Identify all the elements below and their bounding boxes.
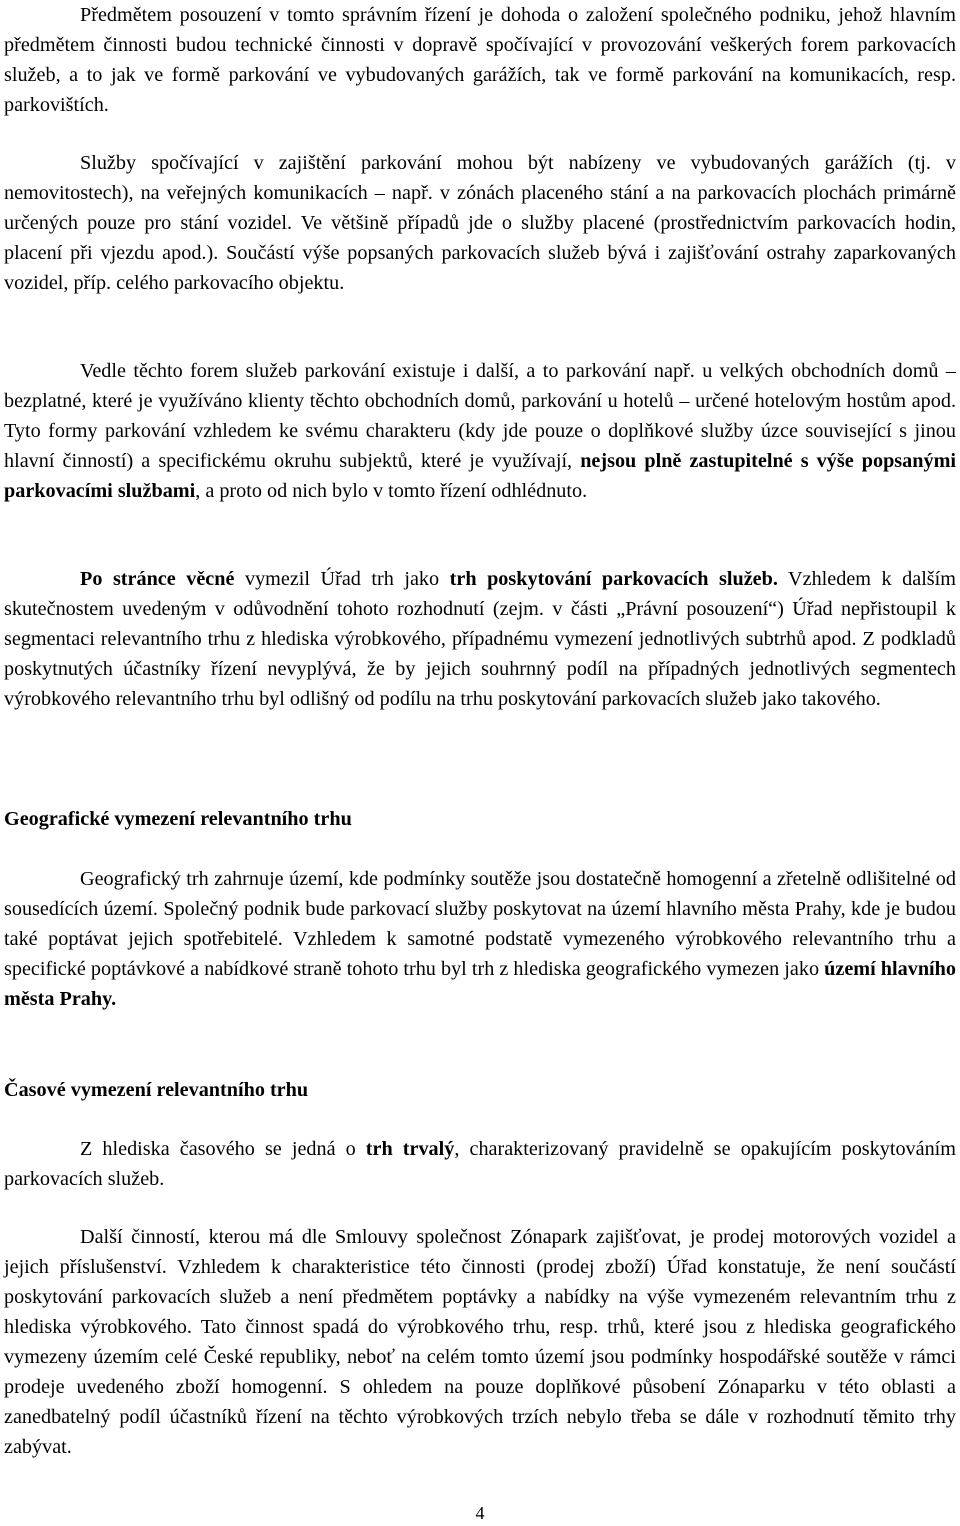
paragraph-geographic-market-bold: území hlavního města Prahy. [4, 958, 956, 1010]
page-number: 4 [475, 1503, 485, 1523]
paragraph-geographic-market [4, 864, 956, 1014]
paragraph-temporal-market [4, 1134, 956, 1194]
paragraph-temporal-market-bold: trh trvalý [365, 1138, 455, 1160]
heading-temporal-market: Časové vymezení relevantního trhu [4, 1079, 309, 1101]
heading-geographic-market: Geografické vymezení relevantního trhu [4, 808, 352, 830]
paragraph-vehicle-sales-text: Další činností, kterou má dle Smlouvy společnost Zónapark zajišťovat, je prodej motorových vozidel a jejich příslušenství. Vzhledem k charakteristice této činnosti (prodej zboží) Úřad konstatuje, že není součástí poskytování parkovacích služeb a není předmětem poptávky a nabídky na výše vymezeném relevantním trhu z hlediska výrobkového. Tato činnost spadá do výrobkového trhu, resp. trhů, které jsou z hlediska geografického vymezeny územím celé České republiky, neboť na celém tomto území jsou podmínky hospodářské soutěže v rámci prodeje uvedeného zboží homogenní. S ohledem na pouze doplňkové působení Zónaparku v této oblasti a zanedbatelný podíl účastníků řízení na těchto výrobkových trzích nebylo třeba se dále v rozhodnutí těmito trhy zabývat. [4, 1226, 956, 1458]
paragraph-temporal-market-text-2: , charakterizovaný pravidelně se opakujícím poskytováním parkovacích služeb. [4, 1138, 956, 1190]
paragraph-vehicle-sales [4, 1222, 956, 1462]
paragraph-product-market-text-2: Vzhledem k dalším skutečnostem uvedeným v odůvodnění tohoto rozhodnutí (zejm. v části „Právní posouzení“) Úřad nepřistoupil k segmentaci relevantního trhu z hlediska výrobkového, případnému vymezení jednotlivých subtrhů apod. Z podkladů poskytnutých účastníky řízení nevyplývá, že by jejich souhrnný podíl na případných jednotlivých segmentech výrobkového relevantního trhu byl odlišný od podílu na trhu poskytování parkovacích služeb jako takového. [4, 568, 956, 710]
paragraph-geographic-market-text: Geografický trh zahrnuje území, kde podmínky soutěže jsou dostatečně homogenní a zřetelně odlišitelné od sousedících území. Společný podnik bude parkovací služby poskytovat na území hlavního města Prahy, kde je budou také poptávat jejich spotřebitelé. Vzhledem k samotné podstatě vymezeného výrobkového relevantního trhu a specifické poptávkové a nabídkové straně tohoto trhu byl trh z hlediska geografického vymezen jako [4, 868, 956, 980]
paragraph-product-market [4, 564, 956, 714]
paragraph-product-market-bold-2: trh poskytování parkovacích služeb. [449, 568, 778, 590]
paragraph-parking-services [4, 148, 956, 298]
paragraph-temporal-market-text-1: Z hlediska časového se jedná o [80, 1138, 366, 1160]
paragraph-other-parking [4, 356, 956, 506]
paragraph-other-parking-text: Vedle těchto forem služeb parkování existuje i další, a to parkování např. u velkých obchodních domů – bezplatné, které je využíváno klienty těchto obchodních domů, parkování u hotelů – určené hotelovým hostům apod. Tyto formy parkování vzhledem ke svému charakteru (kdy jde pouze o doplňkové služby úzce související s jinou hlavní činností) a specifickému okruhu subjektů, které je využívají, [4, 360, 956, 472]
paragraph-subject [4, 0, 956, 120]
paragraph-other-parking-end: , a proto od nich bylo v tomto řízení odhlédnuto. [195, 480, 588, 502]
paragraph-subject-text: Předmětem posouzení v tomto správním řízení je dohoda o založení společného podniku, jehož hlavním předmětem činnosti budou technické činnosti v dopravě spočívající v provozování veškerých forem parkovacích služeb, a to jak ve formě parkování ve vybudovaných garážích, tak ve formě parkování na komunikacích, resp. parkovištích. [4, 4, 956, 116]
paragraph-product-market-text-1: vymezil Úřad trh jako [234, 568, 450, 590]
paragraph-parking-services-text: Služby spočívající v zajištění parkování mohou být nabízeny ve vybudovaných garážích (tj. v nemovitostech), na veřejných komunikacích – např. v zónách placeného stání a na parkovacích plochách primárně určených pouze pro stání vozidel. Ve většině případů jde o služby placené (prostřednictvím parkovacích hodin, placení při vjezdu apod.). Součástí výše popsaných parkovacích služeb bývá i zajišťování ostrahy zaparkovaných vozidel, příp. celého parkovacího objektu. [4, 152, 956, 294]
paragraph-other-parking-bold: nejsou plně zastupitelné s výše popsanými parkovacími službami [4, 450, 957, 502]
paragraph-product-market-bold-1: Po stránce věcné [80, 568, 235, 590]
